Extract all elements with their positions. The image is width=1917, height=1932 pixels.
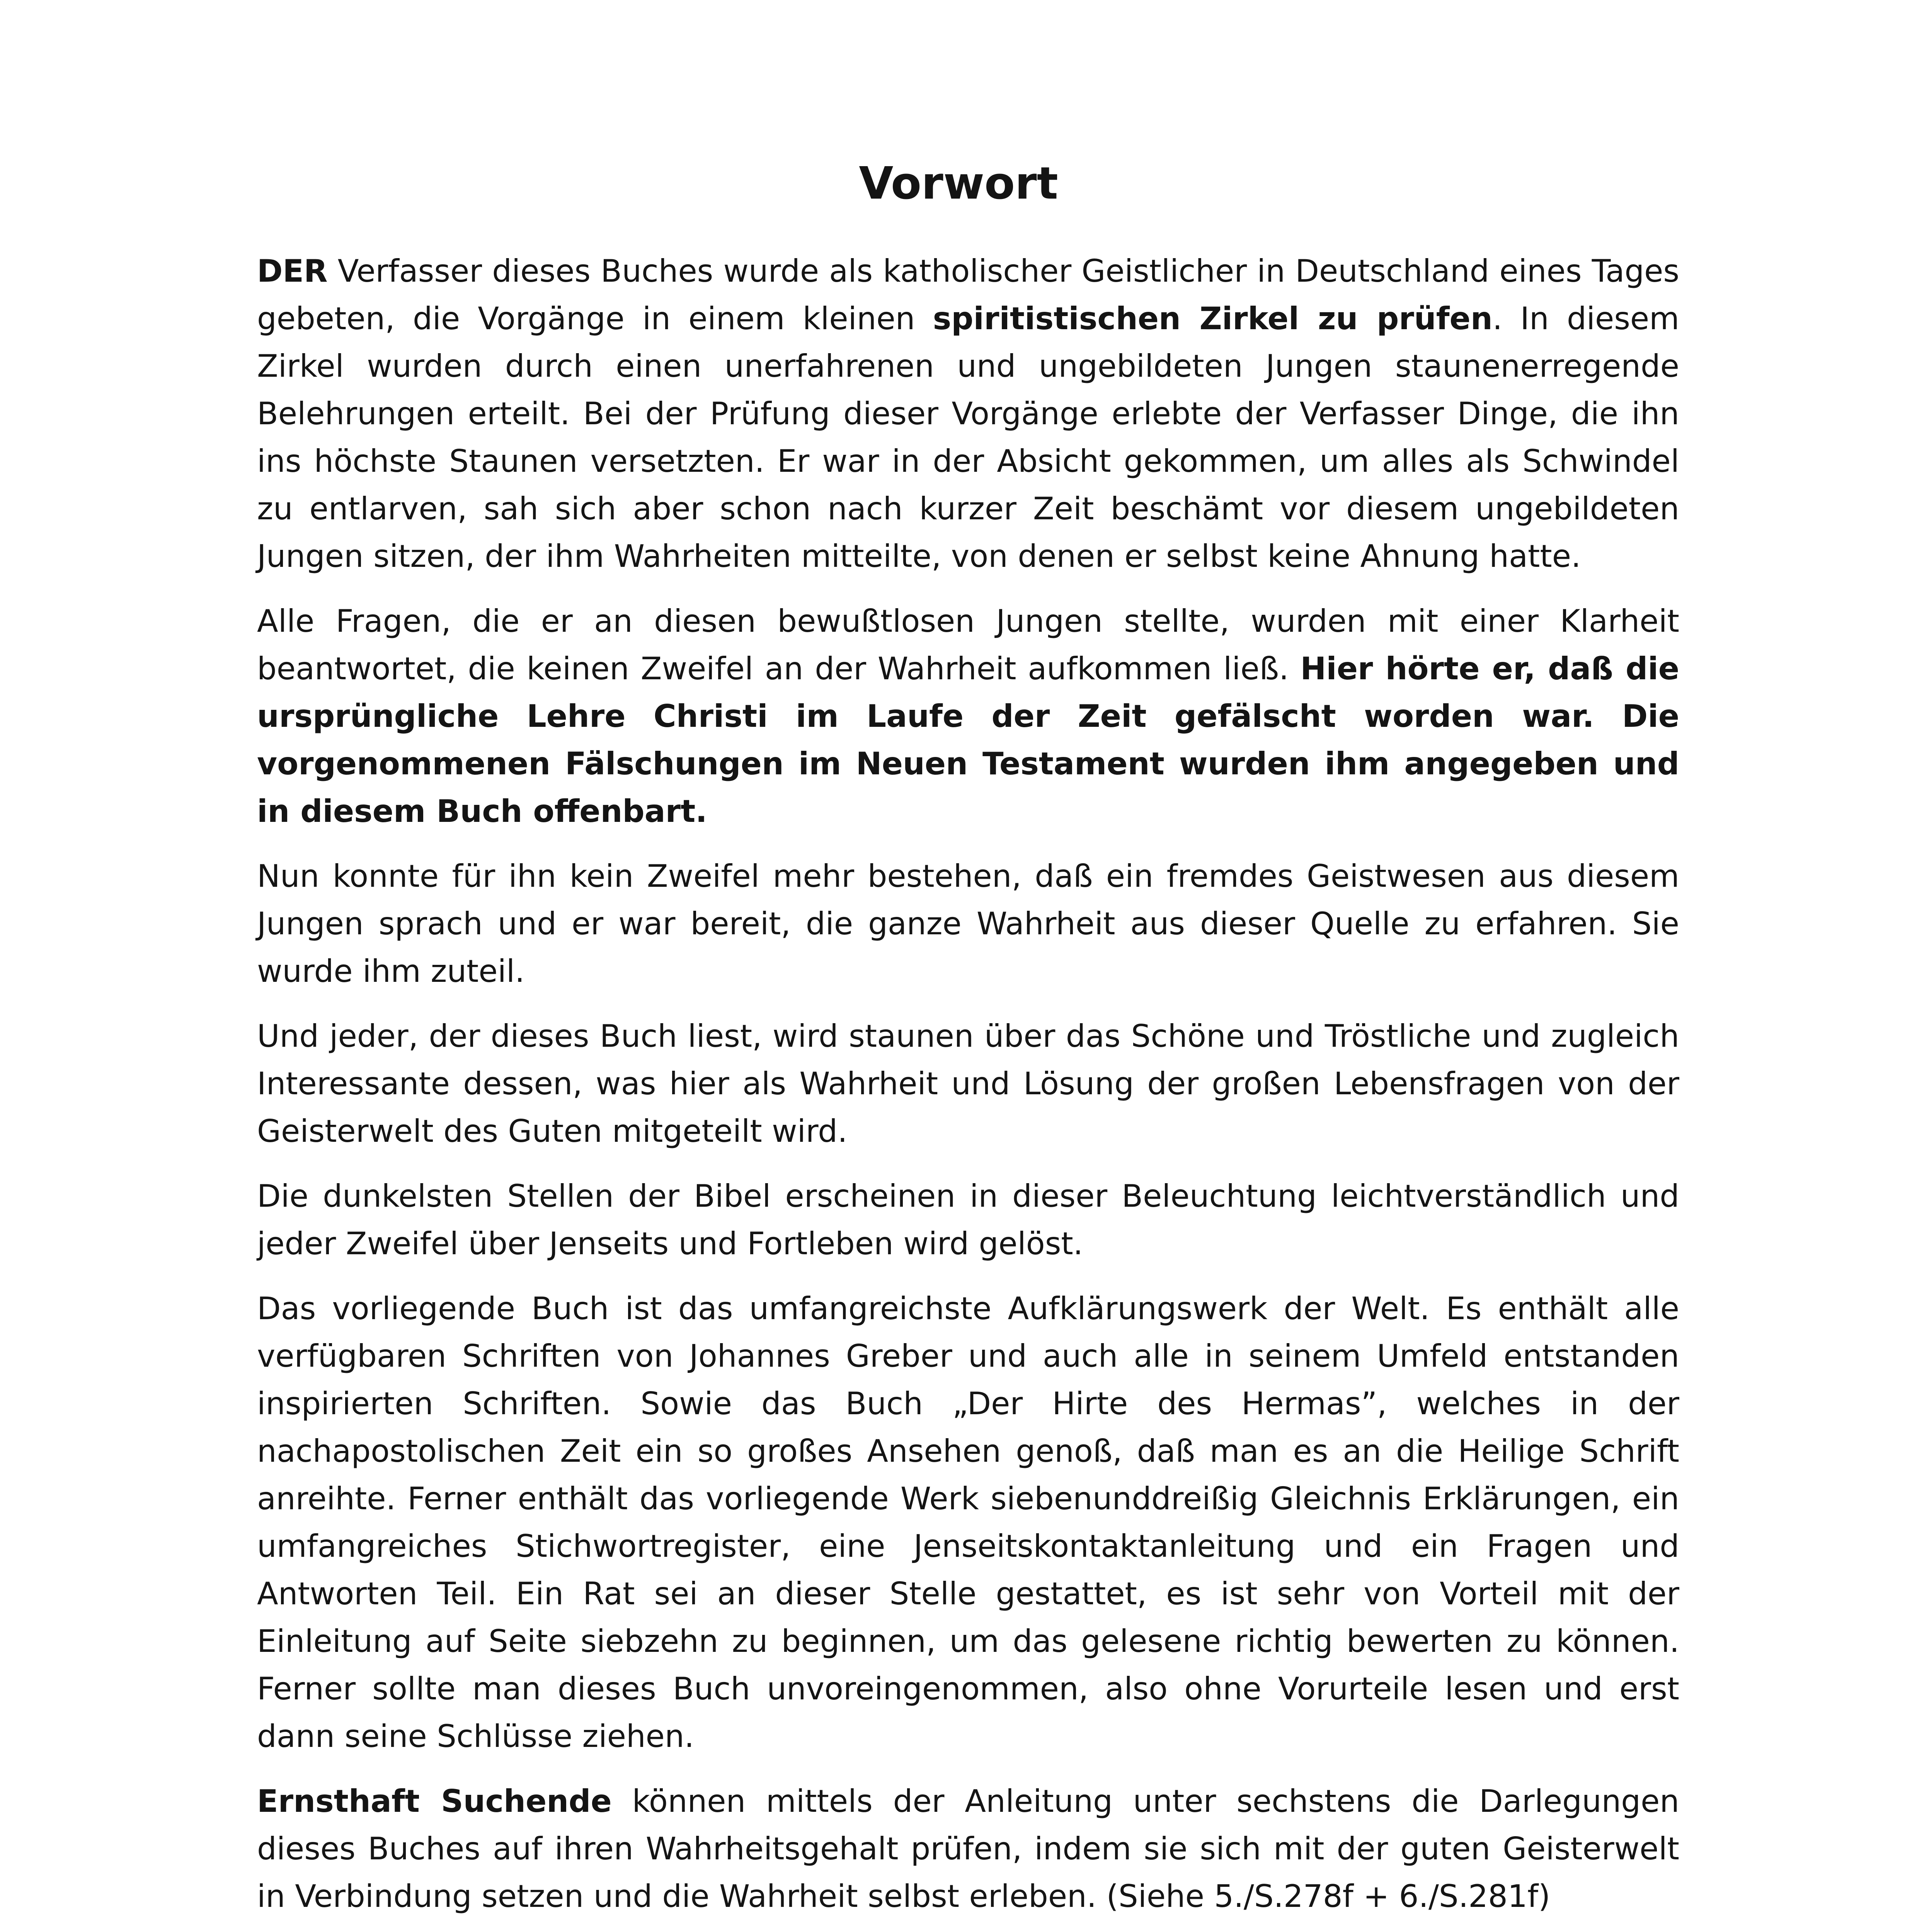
text-run: Das vorliegende Buch ist das umfangreichste Aufklärungswerk der Welt. Es enthält alle verfügbaren Schriften von Johannes Greber und auch alle in seinem Umfeld entstanden inspirierten Schriften. Sowie das Buch „Der Hirte des Hermas”, welches in der nachapostolischen Zeit ein so großes Ansehen genoß, daß man es an die Heilige Schrift anreihte. Ferner enthält das vorliegende Werk siebenunddreißig Gleichnis Erklärungen, ein umfangreiches Stichwortregister, eine Jenseitskontaktanleitung und ein Fragen und Antworten Teil. Ein Rat sei an dieser Stelle gestattet, es ist sehr von Vorteil mit der Einleitung auf Seite siebzehn zu beginnen, um das gelesene richtig bewerten zu können. Ferner sollte man dieses Buch unvoreingenommen, also ohne Vorurteile lesen und erst dann seine Schlüsse ziehen. bbox=[257, 1291, 1679, 1754]
text-run: Nun konnte für ihn kein Zweifel mehr bestehen, daß ein fremdes Geistwesen aus diesem Jungen sprach und er war bereit, die ganze Wahrheit aus dieser Quelle zu erfahren. Sie wurde ihm zuteil. bbox=[257, 858, 1679, 989]
bold-text: Hier hörte er, daß die ursprüngliche Lehre Christi im Laufe der Zeit gefälscht worden war. Die vorgenommenen Fälschungen im Neuen Testament wurden ihm angegeben und in diesem Buch offenbart. bbox=[257, 651, 1680, 829]
paragraph-6 bbox=[257, 1285, 1679, 1760]
text-run: . In diesem Zirkel wurden durch einen unerfahrenen und ungebildeten Jungen staunenerregende Belehrungen erteilt. Bei der Prüfung dieser Vorgänge erlebte der Verfasser Dinge, die ihn ins höchste Staunen versetzten. Er war in der Absicht gekommen, um alles als Schwindel zu entlarven, sah sich aber schon nach kurzer Zeit beschämt vor diesem ungebildeten Jungen sitzen, der ihm Wahrheiten mitteilte, von denen er selbst keine Ahnung hatte. bbox=[257, 301, 1680, 574]
bold-text: DER bbox=[257, 253, 328, 289]
paragraph-5 bbox=[257, 1172, 1679, 1267]
paragraph-2 bbox=[257, 597, 1679, 835]
text-run: Die dunkelsten Stellen der Bibel erscheinen in dieser Beleuchtung leichtverständlich und jeder Zweifel über Jenseits und Fortleben wird gelöst. bbox=[257, 1178, 1679, 1262]
text-run: Alle Fragen, die er an diesen bewußtlosen Jungen stellte, wurden mit einer Klarheit beantwortet, die keinen Zweifel an der Wahrheit aufkommen ließ. bbox=[257, 603, 1679, 687]
bold-text: Ernsthaft Suchende bbox=[257, 1783, 612, 1819]
text-run: Und jeder, der dieses Buch liest, wird staunen über das Schöne und Tröstliche und zugleich Interessante dessen, was hier als Wahrheit und Lösung der großen Lebensfragen von der Geisterwelt des Guten mitgeteilt wird. bbox=[257, 1018, 1679, 1149]
text-run: können mittels der Anleitung unter sechstens die Darlegungen dieses Buches auf ihren Wahrheitsgehalt prüfen, indem sie sich mit der guten Geisterwelt in Verbindung setzen und die Wahrheit selbst erleben. (Siehe 5./S.278f + 6./S.281f) bbox=[257, 1783, 1679, 1914]
page-title: Vorwort bbox=[859, 158, 1058, 209]
paragraph-4 bbox=[257, 1012, 1679, 1155]
paragraph-list bbox=[257, 247, 1679, 1932]
paragraph-1 bbox=[257, 247, 1679, 580]
body-text bbox=[257, 247, 1679, 1932]
paragraph-3 bbox=[257, 852, 1679, 995]
paragraph-7 bbox=[257, 1777, 1679, 1920]
bold-text: spiritistischen Zirkel zu prüfen bbox=[933, 301, 1493, 337]
text-run: Verfasser dieses Buches wurde als katholischer Geistlicher in Deutschland eines Tages gebeten, die Vorgänge in einem kleinen bbox=[257, 253, 1679, 337]
